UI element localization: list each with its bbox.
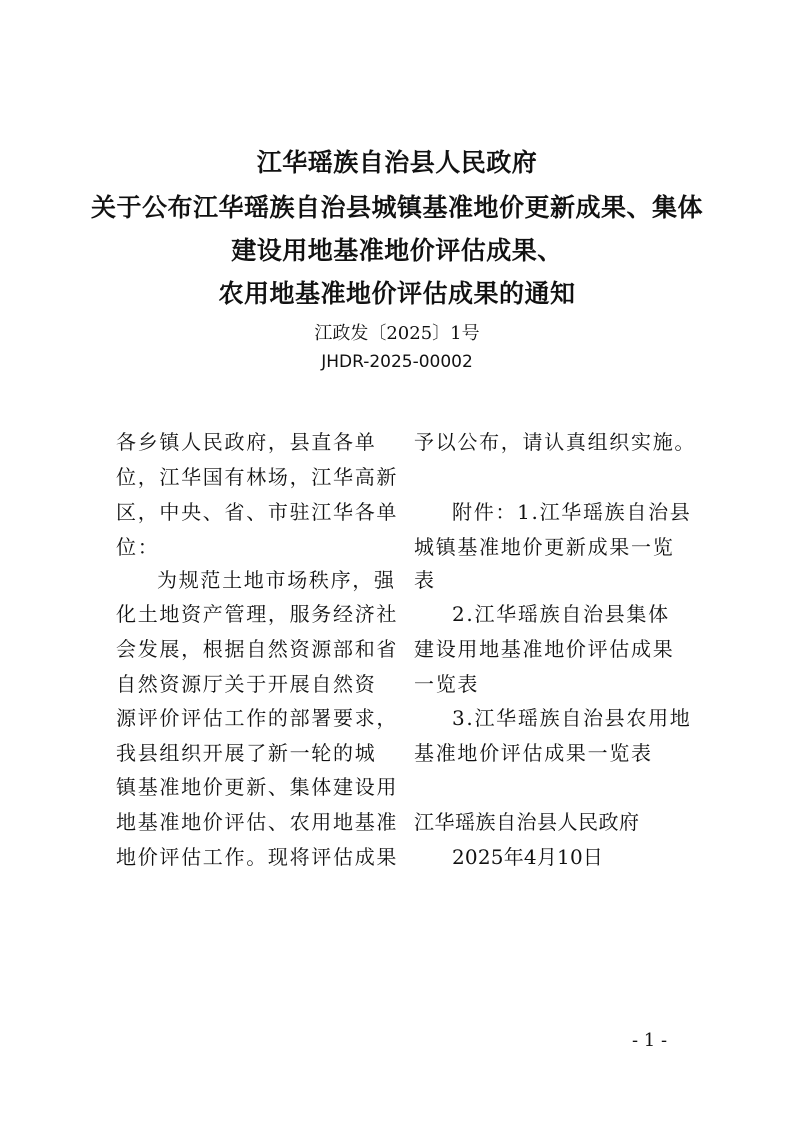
document-number: 江政发〔2025〕1号 (314, 323, 480, 344)
attachment-line: 基准地价评估成果一览表 (414, 741, 653, 765)
issue-date: 2025年4月10日 (452, 845, 604, 869)
addressee-line: 区，中央、省、市驻江华各单 (116, 500, 399, 524)
body-line: 源评价评估工作的部署要求， (116, 706, 399, 730)
attachment-line: 一览表 (414, 672, 480, 696)
body-line: 镇基准地价更新、集体建设用 (116, 775, 399, 799)
title-line-3: 建设用地基准地价评估成果、 (231, 236, 563, 265)
title-line-4: 农用地基准地价评估成果的通知 (218, 279, 576, 308)
attachment-line: 城镇基准地价更新成果一览 (414, 535, 675, 559)
attachment-line: 建设用地基准地价评估成果 (414, 637, 675, 661)
title-line-2: 关于公布江华瑶族自治县城镇基准地价更新成果、集体 (90, 193, 703, 222)
title-line-1: 江华瑶族自治县人民政府 (256, 148, 538, 177)
body-line: 会发展，根据自然资源部和省 (116, 637, 399, 661)
attachment-line: 2.江华瑶族自治县集体 (452, 602, 670, 626)
body-line: 自然资源厅关于开展自然资 (116, 672, 377, 696)
body-line: 地基准地价评估、农用地基准 (116, 810, 399, 834)
page-number: - 1 - (632, 1030, 668, 1051)
attachment-line: 表 (414, 568, 436, 592)
issuer-name: 江华瑶族自治县人民政府 (414, 810, 640, 834)
body-line-continued: 予以公布，请认真组织实施。 (414, 430, 697, 454)
body-line: 地价评估工作。现将评估成果 (116, 845, 399, 869)
addressee-line: 位： (116, 535, 160, 559)
body-line: 化土地资产管理，服务经济社 (116, 602, 399, 626)
body-line: 我县组织开展了新一轮的城 (116, 741, 377, 765)
addressee-line: 位，江华国有林场，江华高新 (116, 465, 399, 489)
attachment-line: 3.江华瑶族自治县农用地 (452, 706, 692, 730)
body-line: 为规范土地市场秩序，强 (157, 568, 396, 592)
addressee-line: 各乡镇人民政府，县直各单 (116, 430, 377, 454)
document-code: JHDR-2025-00002 (321, 352, 473, 372)
attachment-line: 附件：1.江华瑶族自治县 (452, 500, 692, 524)
